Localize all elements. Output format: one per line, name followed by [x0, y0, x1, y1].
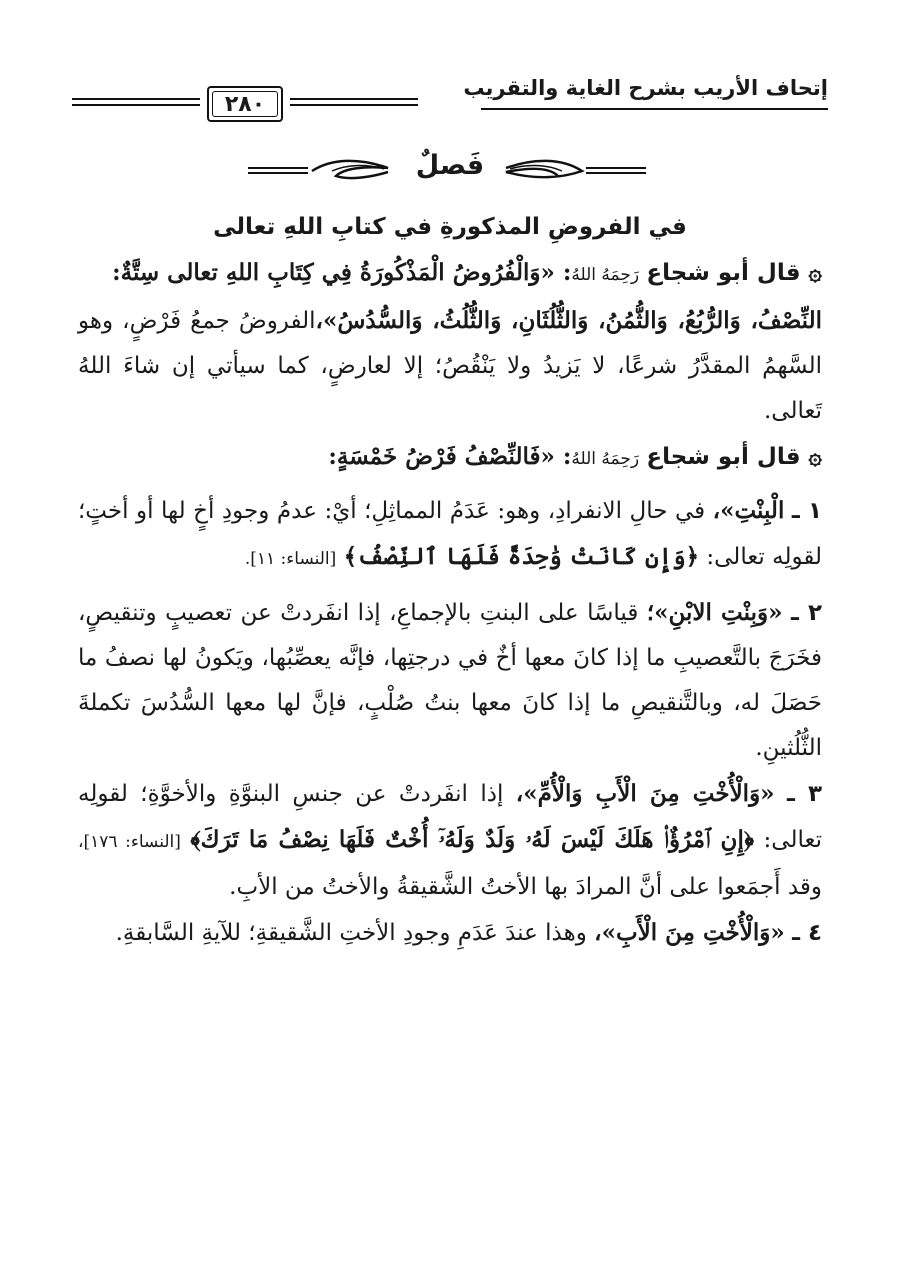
- header-rule-right: [290, 98, 418, 106]
- commentary-text: في حالِ الانفرادِ، وهو: عَدَمُ المماثِلِ؛ أيْ: عدمُ وجودِ أخٍ لها أو أختٍ؛ لقولِه تعالى:: [78, 498, 822, 570]
- header-rule-left: [72, 98, 200, 106]
- list-item-4: [78, 910, 822, 956]
- commentary-text: وقد أَجمَعوا على أنَّ المرادَ بها الأختُ الشَّقيقةُ والأختُ من الأبِ.: [229, 874, 822, 900]
- paragraph-abu-shuja-1: [78, 250, 822, 298]
- matn-term: «وَالْأُخْتِ مِنَ الْأَبِ وَالْأُمِّ»،: [515, 780, 775, 807]
- matn-quote: : «وَالْفُرُوضُ الْمَذْكُورَةُ فِي كِتَابِ اللهِ تعالى سِتَّةٌ:: [112, 259, 572, 286]
- matn-quote: : «فَالنِّصْفُ فَرْضُ خَمْسَةٍ:: [328, 443, 572, 470]
- commentary-text: قياسًا على البنتِ بالإجماعِ، إذا انفَردتْ عن تعصيبٍ وتنقيصٍ، فخَرَجَ بالتَّعصيبِ ما إذا كانَ معها أخٌ في درجتِها، فإنَّه يعصِّبُها، ويَكونُ لها نصفُ ما حَصَلَ له، وبالتَّنقيصِ ما إذا كانَ معها بنتُ صُلْبٍ، فإنَّ لها معها السُّدُسَ تكملةَ الثُّلُثينِ.: [78, 600, 822, 761]
- section-divider: [0, 148, 900, 188]
- commentary-text: الفروضُ جمعُ فَرْضٍ، وهو السَّهمُ المقدَّرُ شرعًا، لا يَزيدُ ولا يَنْقُصُ؛ إلا لعارضٍ، كما سيأتي إن شاءَ اللهُ تَعالى.: [78, 308, 822, 424]
- paragraph-abu-shuja-2: [78, 434, 822, 482]
- list-item-1: [78, 488, 822, 582]
- quran-verse: ﴿وَإِن كَانَتْ وَٰحِدَةً فَلَهَا ٱلنِّصْفُ﴾: [343, 543, 700, 570]
- page-number-frame: [207, 86, 283, 122]
- paragraph-shares: [78, 298, 822, 434]
- page-number: ٢٨٠: [212, 91, 278, 117]
- quran-verse: ﴿إِنِ ٱمْرُؤٌا۟ هَلَكَ لَيْسَ لَهُۥ وَلَدٌ وَلَهُۥٓ أُخْتٌ فَلَهَا نِصْفُ مَا تَرَكَ﴾: [190, 826, 755, 853]
- page-body: [78, 205, 822, 956]
- chapter-heading: في الفروضِ المذكورةِ في كتابِ اللهِ تعالى: [213, 214, 687, 240]
- item-number: ٤ ـ: [792, 920, 822, 946]
- section-title: فَصلٌ: [415, 150, 485, 181]
- list-item-3: [78, 771, 822, 910]
- item-number: ٢ ـ: [790, 600, 823, 626]
- commentary-text: إذا انفَردتْ عن جنسِ البنوَّةِ والأخوَّةِ؛ لقولِه تعالى:: [78, 781, 822, 853]
- ornament-right-icon: [496, 156, 646, 186]
- item-number: ٣ ـ: [786, 781, 823, 807]
- verse-reference: [النساء: ١٧٦]،: [78, 832, 181, 852]
- verse-reference: [النساء: ١١].: [244, 549, 337, 569]
- speaker-label: ۞ قال أبو شجاع: [646, 444, 822, 470]
- matn-term: «وَالْأُخْتِ مِنَ الْأَبِ»،: [594, 919, 785, 946]
- list-item-2: [78, 590, 822, 771]
- matn-quote: النِّصْفُ، وَالرُّبُعُ، وَالثُّمُنُ، وَالثُّلُثَانِ، وَالثُّلُثُ، وَالسُّدُسُ»،: [315, 307, 822, 334]
- matn-term: الْبِنْتِ»،: [712, 497, 785, 524]
- page-header: [72, 62, 828, 122]
- speaker-label: ۞ قال أبو شجاع: [646, 260, 822, 286]
- commentary-text: وهذا عندَ عَدَمِ وجودِ الأختِ الشَّقيقةِ؛ للآيةِ السَّابقةِ.: [115, 920, 595, 946]
- honorific: رَحِمَهُ اللهُ: [571, 265, 640, 285]
- item-number: ١ ـ: [791, 498, 822, 524]
- title-underline: [481, 108, 828, 110]
- book-title: إتحاف الأريب بشرح الغاية والتقريب: [463, 76, 828, 100]
- honorific: رَحِمَهُ اللهُ: [571, 449, 640, 469]
- matn-term: «وَبِنْتِ الابْنِ»؛: [646, 599, 783, 626]
